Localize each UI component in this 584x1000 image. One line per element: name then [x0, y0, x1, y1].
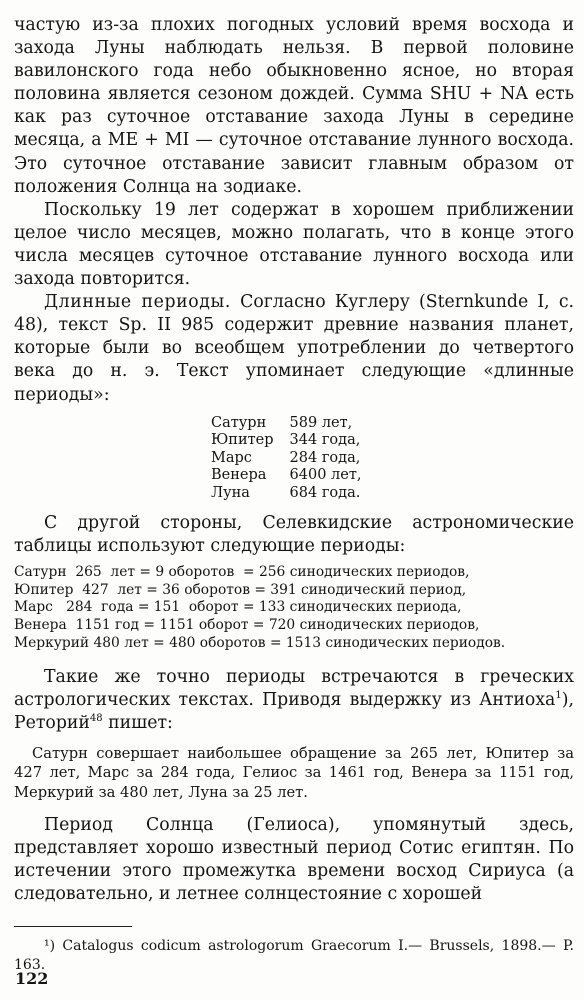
- list-item: Марс 284 года = 151 оборот = 133 синодических периода,: [14, 599, 462, 616]
- planet-name: Венера: [211, 467, 267, 484]
- table-row: [211, 415, 361, 433]
- planet-period: 6400 лет,: [289, 467, 362, 484]
- footnote: [14, 937, 574, 975]
- long-periods-text: Согласно Куглеру (Sternkunde I, с. 48), текст Sp. II 985 содержит древние названия планет, которые были во всеобщем употреблении до четвертого века до н. э. Текст упоминает следующие «длинные периоды»:: [14, 292, 574, 405]
- footnote-ref: 1: [555, 690, 562, 702]
- planet-periods-table: [211, 415, 361, 503]
- long-periods-heading: Длинные периоды.: [44, 292, 231, 313]
- paragraph-1: частую из-за плохих погодных условий время восхода и захода Луны наблюдать нельзя. В первой половине вавилонского года небо обыкновенно ясное, но вторая половина является сезоном дождей. Сумма SHU + NA есть как раз суточное отставание захода Луны в середине месяца, а ME + MI — суточное отставание лунного восхода. Это суточное отставание зависит главным образом от положения Солнца на зодиаке.: [14, 15, 574, 197]
- planet-period: 344 года,: [289, 432, 361, 449]
- page-content: [14, 14, 574, 975]
- paragraph-long-periods: [14, 291, 574, 406]
- table-row: [211, 450, 361, 468]
- list-item: Юпитер 427 лет = 36 оборотов = 391 синодический период,: [14, 581, 467, 598]
- quotation-text: Сатурн совершает наибольшее обращение за 265 лет, Юпитер за 427 лет, Марс за 284 года, Гелиос за 1461 год, Венера за 1151 год, Меркурий за 480 лет, Луна за 25 лет.: [14, 744, 574, 801]
- list-item: Сатурн 265 лет = 9 оборотов = 256 синодических периодов,: [14, 564, 470, 581]
- paragraph-seleucid: С другой стороны, Селевкидские астрономические таблицы используют следующие периоды:: [14, 513, 574, 557]
- planet-name: Юпитер: [211, 432, 274, 449]
- planet-period: 684 года.: [289, 484, 361, 501]
- seleucid-periods-list: [14, 564, 574, 652]
- greek-text-3: пишет:: [102, 713, 173, 734]
- paragraph-greek-texts: [14, 666, 574, 735]
- paragraph-2: Поскольку 19 лет содержат в хорошем приближении целое число месяцев, можно полагать, что в конце этого числа месяцев суточное отставание лунного восхода или захода повторится.: [14, 199, 574, 290]
- list-item: Меркурий 480 лет = 480 оборотов = 1513 синодических периодов.: [14, 634, 506, 651]
- footnote-text: ¹) Catalogus codicum astrologorum Graecorum I.— Brussels, 1898.— P. 163.: [14, 938, 574, 974]
- page-number: 122: [15, 969, 49, 988]
- planet-period: 284 года,: [289, 449, 361, 466]
- greek-text-2: ), Реторий: [14, 690, 574, 734]
- quotation-block: [14, 744, 574, 803]
- footnote-divider: [14, 926, 132, 927]
- paragraph-sun-period: Период Солнца (Гелиоса), упомянутый здесь, представляет хорошо известный период Сотис египтян. По истечении этого промежутка времени восход Сириуса (а следовательно, и летнее солнцестояние с хорошей: [14, 815, 574, 905]
- table-row: [211, 485, 361, 503]
- planet-name: Луна: [211, 484, 250, 501]
- list-item: Венера 1151 год = 1151 оборот = 720 синодических периодов,: [14, 617, 480, 634]
- table-row: [211, 432, 361, 450]
- greek-text-1: Такие же точно периоды встречаются в греческих астрологических текстах. Приводя выдержку из Антиоха: [14, 667, 574, 711]
- reference-number: 48: [89, 713, 103, 725]
- table-row: [211, 467, 361, 485]
- planet-name: Сатурн: [211, 414, 267, 431]
- planet-name: Марс: [211, 449, 252, 466]
- planet-period: 589 лет,: [289, 414, 353, 431]
